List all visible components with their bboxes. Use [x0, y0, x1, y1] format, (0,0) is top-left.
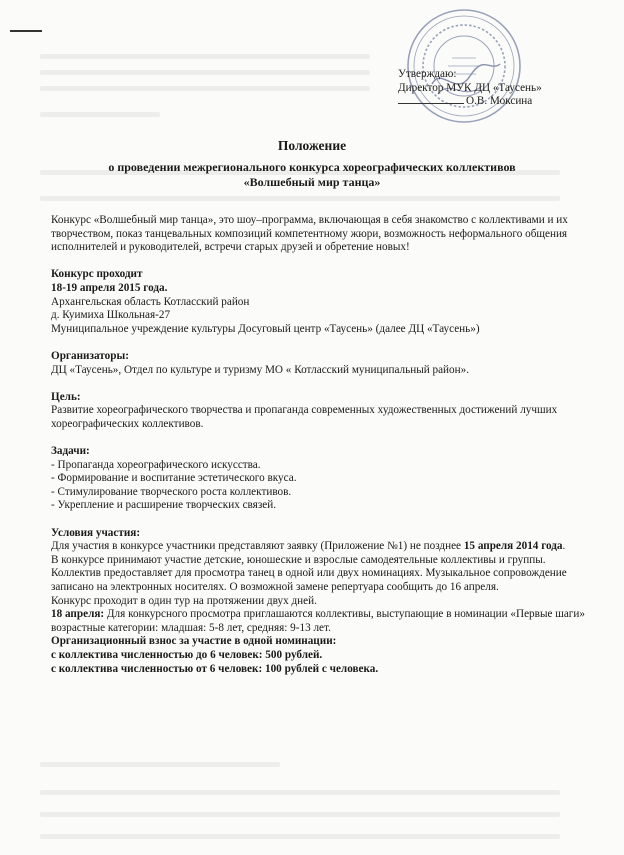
- fee-small-group: с коллектива численностью до 6 человек: 500 рублей.: [51, 649, 323, 661]
- bleed-through-line: [40, 86, 370, 91]
- document-subtitle-line2: «Волшебный мир танца»: [243, 175, 381, 189]
- scan-mark: [10, 30, 42, 32]
- document-title: Положение: [277, 138, 347, 153]
- venue-region: Архангельская область Котласский район: [51, 295, 250, 308]
- approval-block: [398, 68, 542, 109]
- conditions-application-paragraph: Для участия в конкурсе участники представляют заявку (Приложение №1) не позднее 15 апреля 2014 года.: [51, 540, 566, 553]
- venue-institution: Муниципальное учреждение культуры Досуговый центр «Таусень» (далее ДЦ «Таусень»): [51, 322, 480, 335]
- organizers-heading: Организаторы:: [51, 349, 129, 362]
- bleed-through-line: [40, 54, 370, 59]
- fee-heading: Организационный взнос за участие в одной номинации:: [51, 635, 337, 648]
- bleed-through-line: [40, 762, 280, 767]
- approval-label: Утверждаю:: [398, 68, 457, 80]
- document-body: [51, 214, 591, 676]
- april-18-paragraph: [51, 608, 591, 622]
- approval-director-title: Директор МУК ДЦ «Таусень»: [398, 81, 542, 94]
- fee-large-group: с коллектива численностью от 6 человек: 100 рублей с человека.: [51, 662, 379, 675]
- goal-heading: Цель:: [51, 390, 81, 403]
- conditions-heading: Условия участия:: [51, 526, 141, 539]
- bleed-through-line: [40, 812, 560, 817]
- venue-dates: 18-19 апреля 2015 года.: [51, 281, 168, 294]
- april-18-label: 18 апреля:: [51, 608, 105, 621]
- task-item: - Формирование и воспитание эстетического вкуса.: [51, 472, 297, 485]
- tasks-heading: Задачи:: [51, 445, 90, 458]
- task-item: - Укрепление и расширение творческих связей.: [51, 499, 276, 512]
- bleed-through-line: [40, 834, 560, 839]
- document-subtitle-line1: о проведении межрегионального конкурса хореографических коллективов: [108, 160, 516, 174]
- intro-paragraph: Конкурс «Волшебный мир танца», это шоу–программа, включающая в себя знакомство с коллективами и их творчеством, показ танцевальных композиций компетентному жюри, возможность неформального общения исполнителей и руководителей, встречи старых друзей и обретение новых!: [51, 214, 568, 254]
- venue-village: д. Куимиха Школьная-27: [51, 309, 171, 322]
- venue-heading: Конкурс проходит: [51, 268, 143, 281]
- age-categories: возрастные категории: младшая: 5-8 лет, средняя: 9-13 лет.: [51, 621, 331, 634]
- approval-signature-line: [398, 95, 542, 109]
- signature-underline: [398, 103, 464, 104]
- bleed-through-line: [40, 790, 560, 795]
- organizers-text: ДЦ «Таусень», Отдел по культуре и туризму МО « Котласский муниципальный район».: [51, 363, 470, 376]
- conditions-participants-paragraph: В конкурсе принимают участие детские, юношеские и взрослые самодеятельные коллективы и группы. Коллектив предоставляет для просмотра танец в одной или двух номинациях. Музыкальное сопровождение записано на электронных носителях. О возможной замене репертуара сообщить до 16 апреля.: [51, 553, 567, 594]
- approval-director-name: О.В. Моксина: [466, 95, 533, 107]
- bleed-through-line: [40, 196, 560, 201]
- bleed-through-line: [40, 70, 370, 75]
- goal-text: Развитие хореографического творчества и пропаганда современных художественных достижений лучших хореографических коллективов.: [51, 404, 558, 430]
- april-18-text: Для конкурсного просмотра приглашаются коллективы, выступающие в номинации «Первые шаги»: [104, 608, 585, 621]
- application-deadline: 15 апреля 2014 года: [463, 540, 563, 553]
- task-item: - Пропаганда хореографического искусства.: [51, 458, 261, 471]
- task-item: - Стимулирование творческого роста коллективов.: [51, 485, 292, 498]
- conditions-tour-paragraph: Конкурс проходит в один тур на протяжении двух дней.: [51, 594, 317, 607]
- bleed-through-line: [40, 112, 160, 117]
- conditions-application-text: Для участия в конкурсе участники представляют заявку (Приложение №1) не позднее: [51, 540, 464, 553]
